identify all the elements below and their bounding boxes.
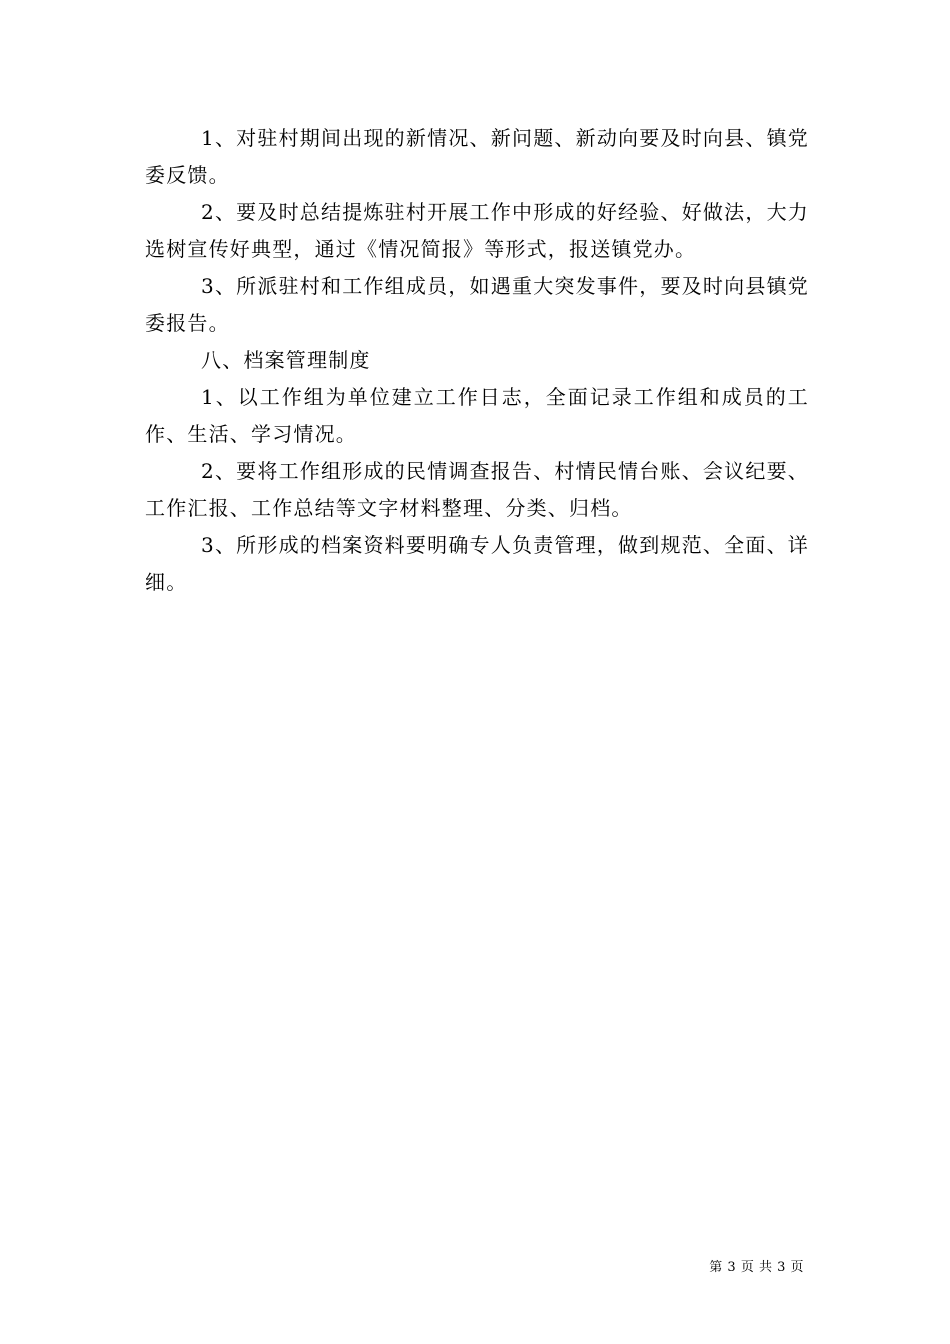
page-number-footer: 第 3 页 共 3 页 [709, 1260, 804, 1275]
section-heading-archive-management: 八、档案管理制度 [201, 348, 371, 372]
paragraph-summarize-experience: 2、要及时总结提炼驻村开展工作中形成的好经验、好做法，大力选树宣传好典型，通过《情况简报》等形式，报送镇党办。 [145, 200, 809, 261]
paragraph-emergency-report: 3、所派驻村和工作组成员，如遇重大突发事件，要及时向县镇党委报告。 [145, 274, 809, 335]
paragraph-archive-custodian: 3、所形成的档案资料要明确专人负责管理，做到规范、全面、详细。 [145, 533, 809, 594]
document-body [145, 120, 809, 601]
paragraph-archive-materials: 2、要将工作组形成的民情调查报告、村情民情台账、会议纪要、工作汇报、工作总结等文字材料整理、分类、归档。 [145, 459, 809, 520]
paragraph-report-feedback: 1、对驻村期间出现的新情况、新问题、新动向要及时向县、镇党委反馈。 [145, 126, 809, 187]
paragraph-work-log: 1、以工作组为单位建立工作日志，全面记录工作组和成员的工作、生活、学习情况。 [145, 385, 809, 446]
